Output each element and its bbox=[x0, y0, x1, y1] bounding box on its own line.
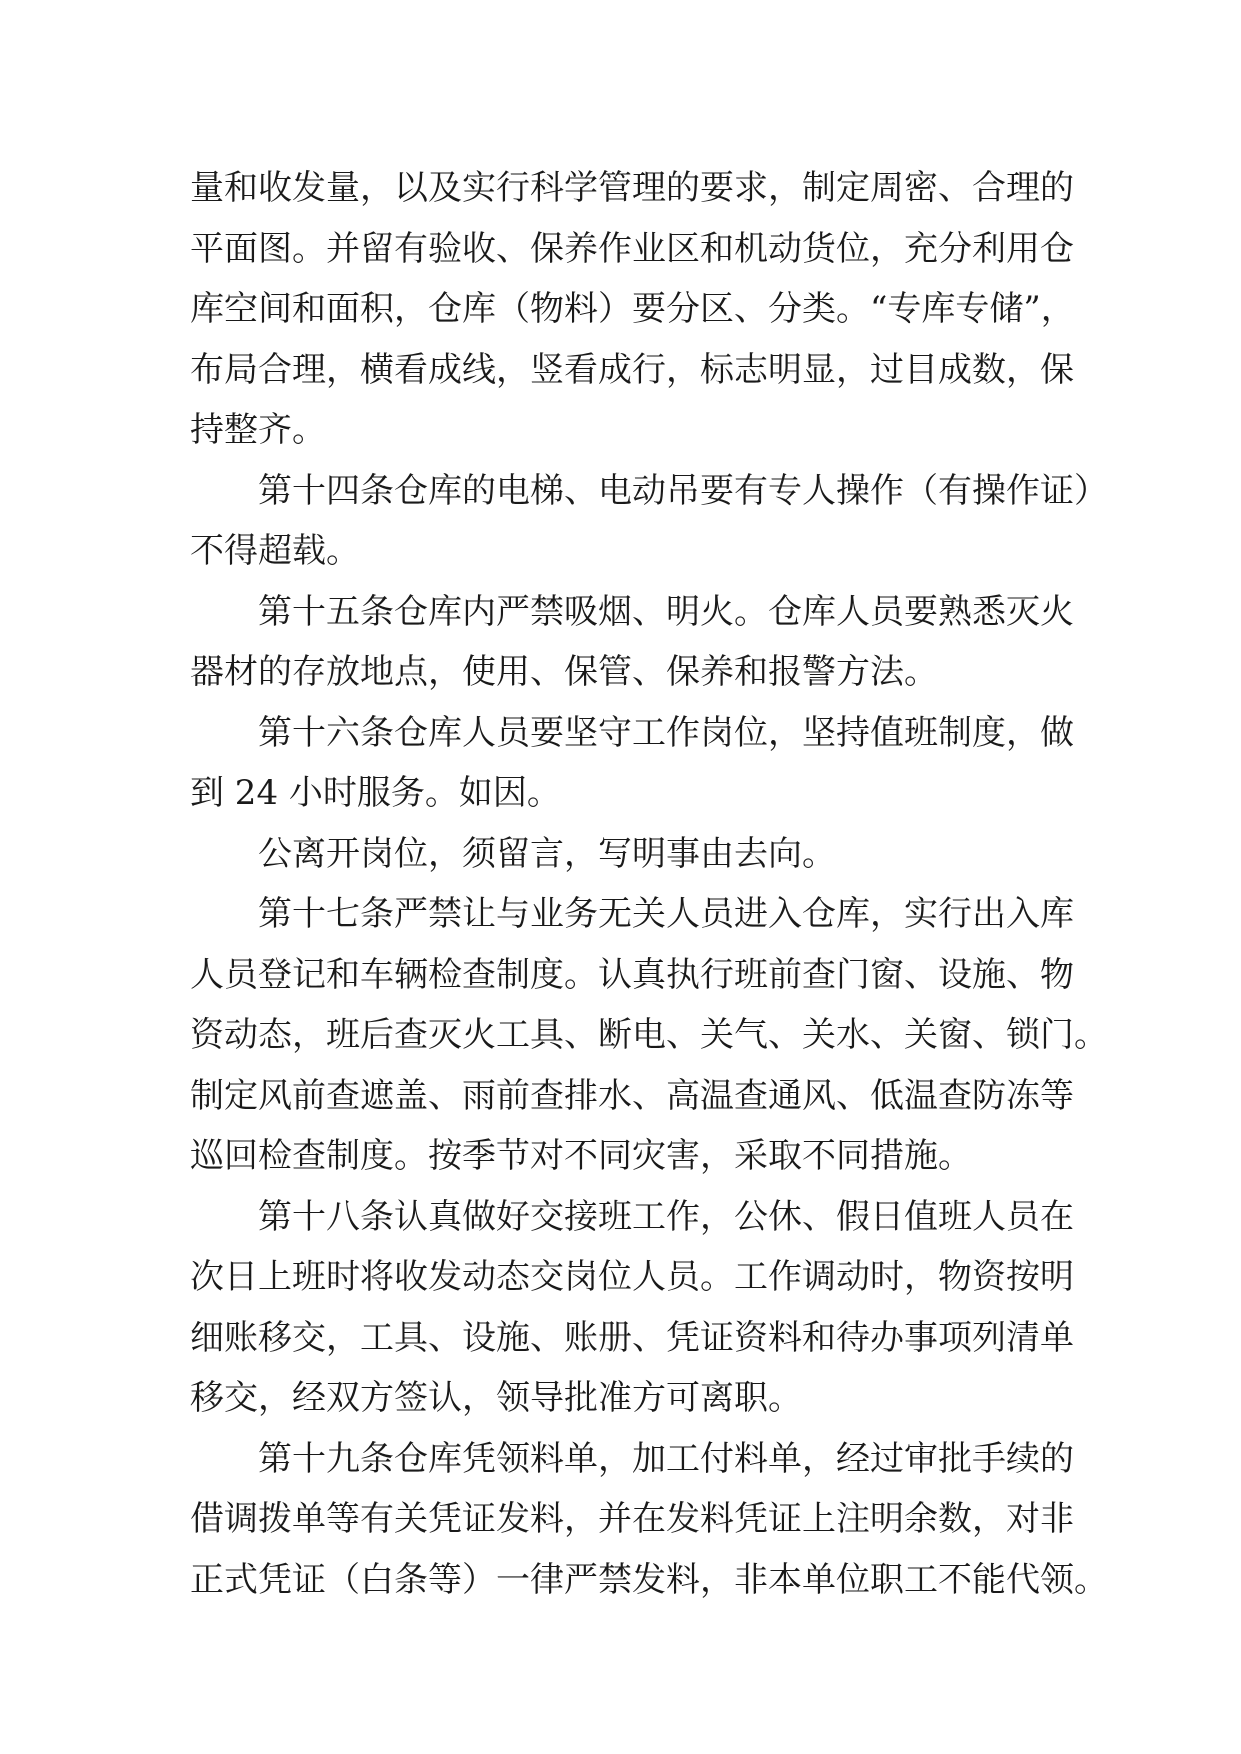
article-14-heading-line: 第十四条仓库的电梯、电动吊要有专人操作（有操作证） bbox=[258, 470, 1108, 511]
article-17-heading-line: 第十七条严禁让与业务无关人员进入仓库，实行出入库 bbox=[258, 894, 1074, 934]
text-line: 持整齐。 bbox=[190, 410, 326, 450]
text-line: 巡回检查制度。按季节对不同灾害，采取不同措施。 bbox=[190, 1136, 972, 1176]
text-line: 正式凭证（白条等）一律严禁发料，非本单位职工不能代领。 bbox=[190, 1559, 1108, 1600]
text-line: 不得超载。 bbox=[190, 531, 360, 571]
document-body bbox=[190, 158, 1108, 1610]
text-line: 平面图。并留有验收、保养作业区和机动货位，充分利用仓 bbox=[190, 228, 1074, 269]
text-line: 资动态，班后查灭火工具、断电、关气、关水、关窗、锁门。 bbox=[190, 1015, 1108, 1055]
text-line: 公离开岗位，须留言，写明事由去向。 bbox=[258, 833, 836, 874]
text-line: 库空间和面积，仓库（物料）要分区、分类。“专库专储”， bbox=[190, 289, 1075, 329]
text-line: 细账移交，工具、设施、账册、凭证资料和待办事项列清单 bbox=[190, 1317, 1074, 1358]
text-line: 人员登记和车辆检查制度。认真执行班前查门窗、设施、物 bbox=[190, 954, 1074, 995]
text-line: 移交，经双方签认，领导批准方可离职。 bbox=[190, 1378, 802, 1418]
article-19-heading-line: 第十九条仓库凭领料单，加工付料单，经过审批手续的 bbox=[258, 1438, 1074, 1479]
text-line: 布局合理，横看成线，竖看成行，标志明显，过目成数，保 bbox=[190, 349, 1074, 390]
article-15-heading-line: 第十五条仓库内严禁吸烟、明火。仓库人员要熟悉灭火 bbox=[258, 591, 1074, 632]
text-line: 量和收发量，以及实行科学管理的要求，制定周密、合理的 bbox=[190, 168, 1074, 208]
text-line: 次日上班时将收发动态交岗位人员。工作调动时，物资按明 bbox=[190, 1257, 1074, 1297]
text-line: 到 24 小时服务。如因。 bbox=[190, 773, 561, 813]
article-18-heading-line: 第十八条认真做好交接班工作，公休、假日值班人员在 bbox=[258, 1196, 1074, 1237]
text-line: 器材的存放地点，使用、保管、保养和报警方法。 bbox=[190, 652, 938, 692]
article-16-heading-line: 第十六条仓库人员要坚守工作岗位，坚持值班制度，做 bbox=[258, 712, 1074, 753]
text-line: 制定风前查遮盖、雨前查排水、高温查通风、低温查防冻等 bbox=[190, 1075, 1074, 1116]
text-line: 借调拨单等有关凭证发料，并在发料凭证上注明余数，对非 bbox=[190, 1499, 1074, 1539]
